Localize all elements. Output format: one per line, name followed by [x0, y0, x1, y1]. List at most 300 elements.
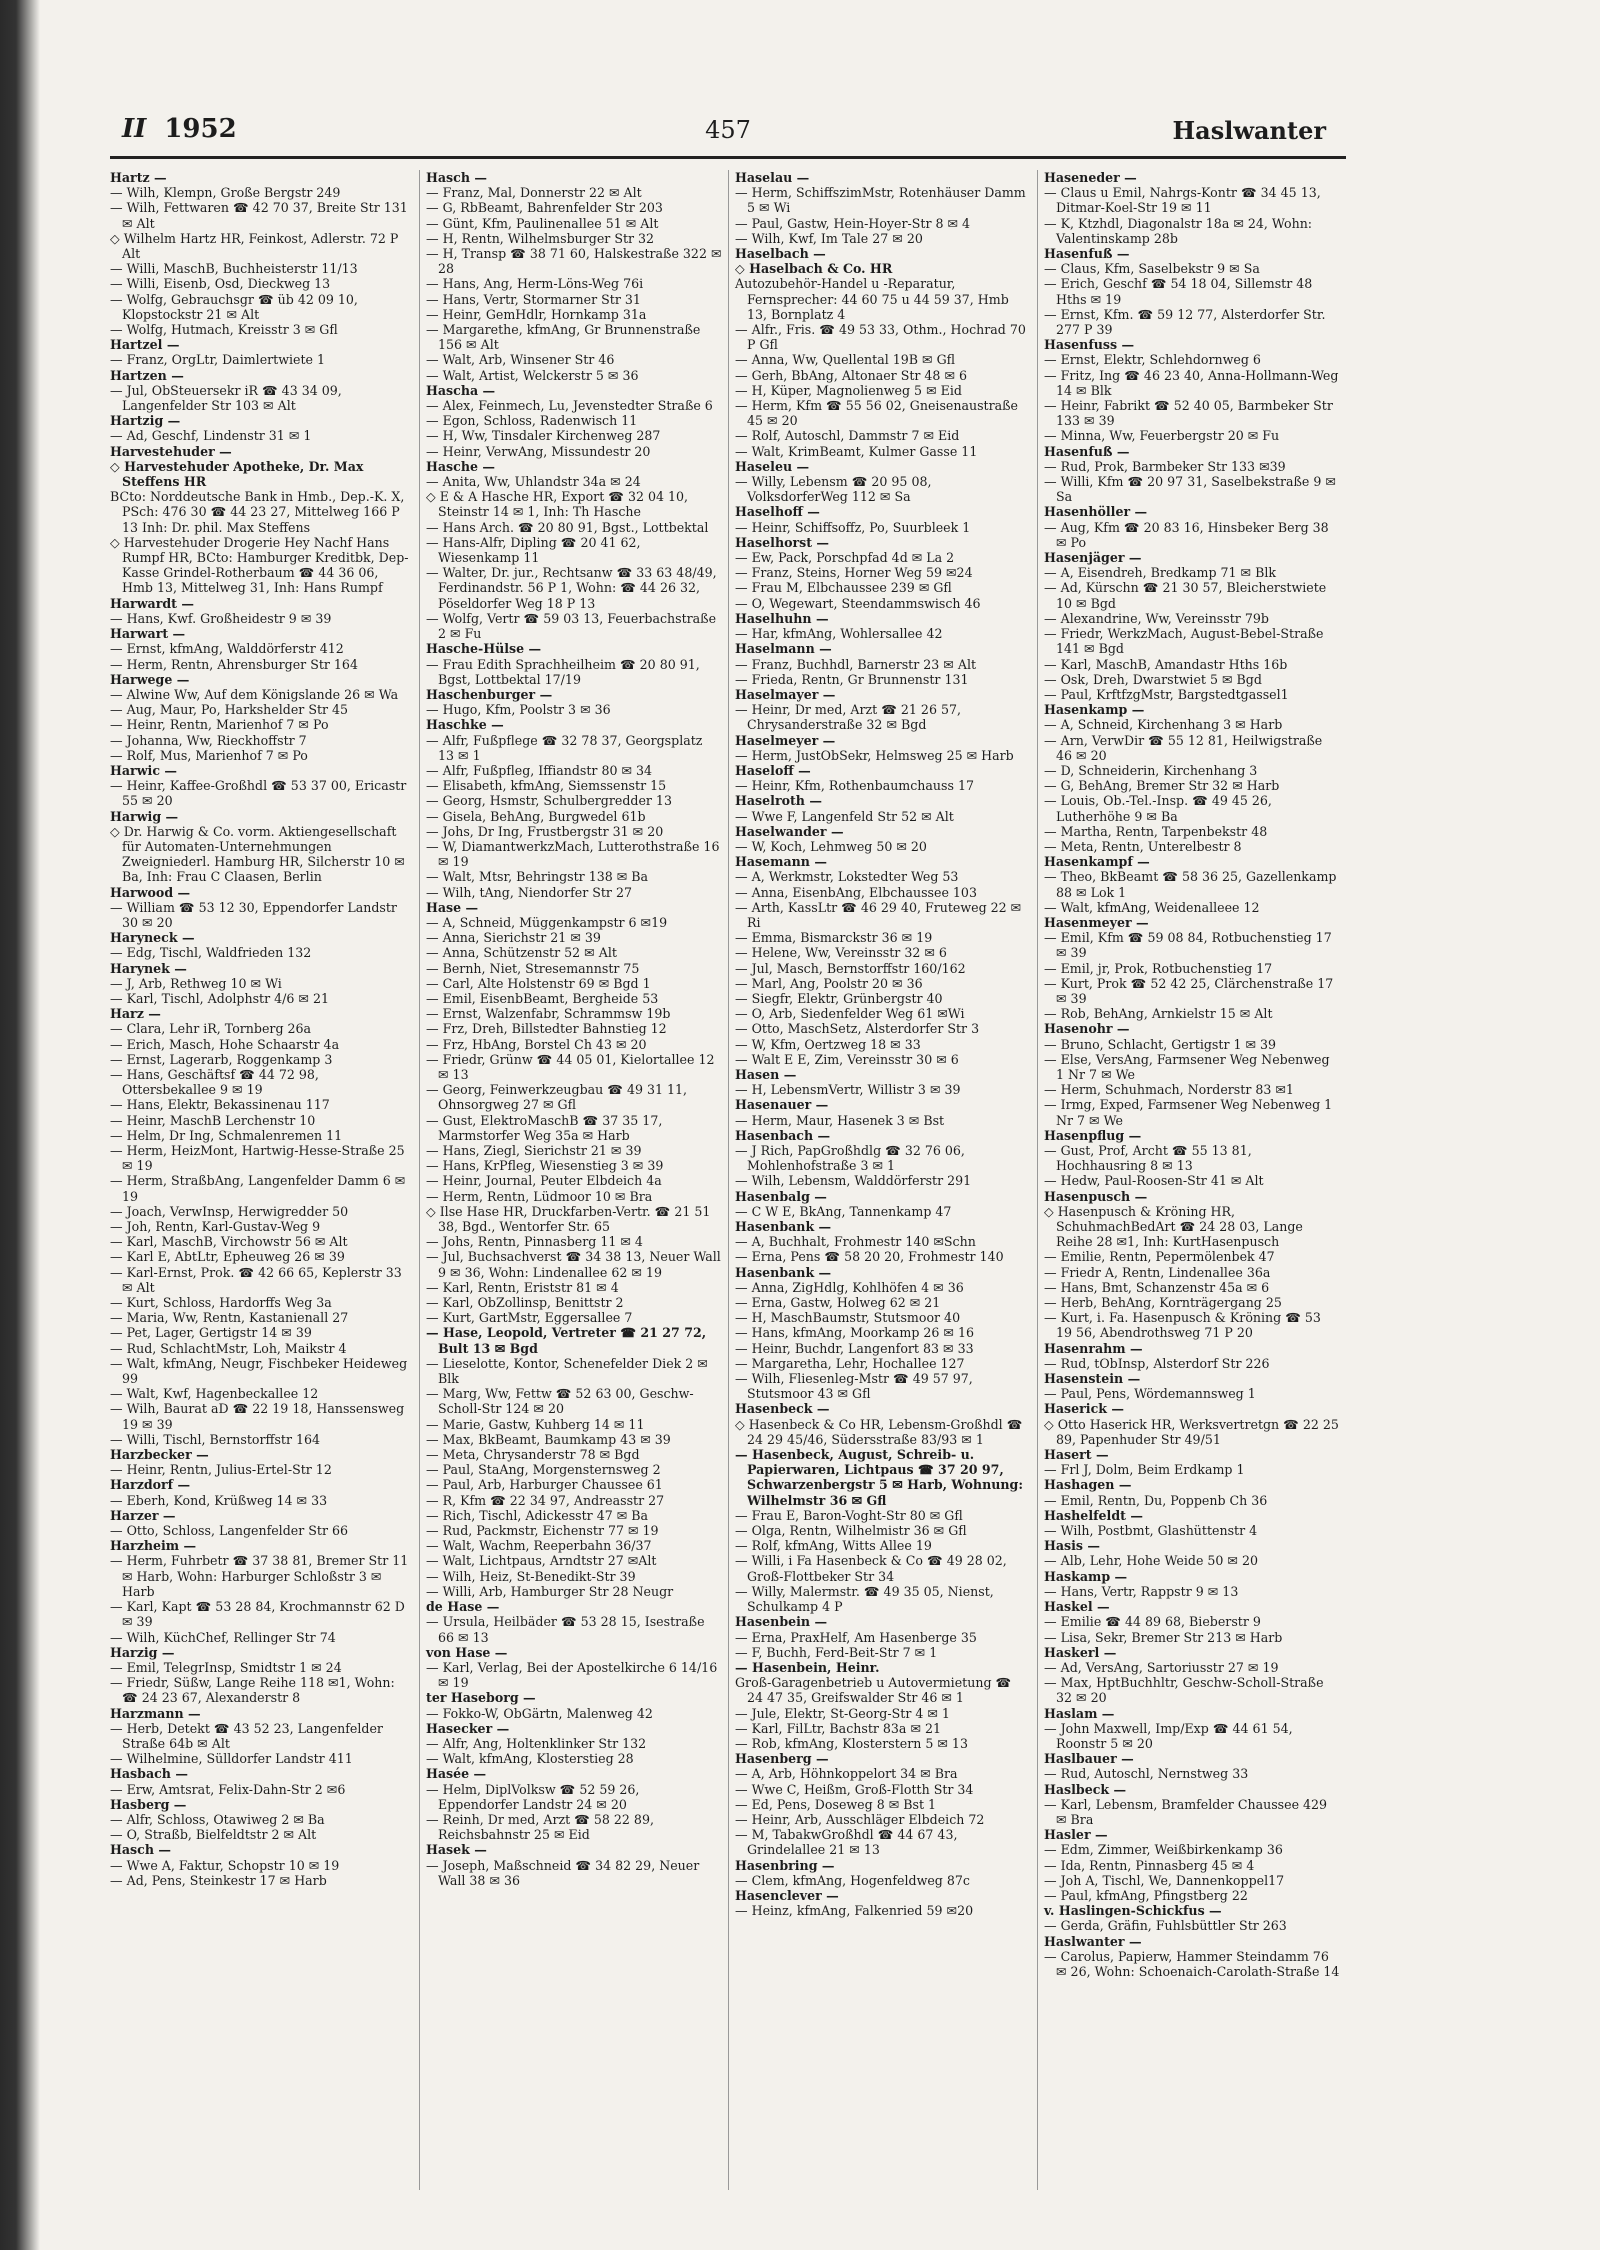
directory-entry: — Wilh, Klempn, Große Bergstr 249 [110, 185, 341, 201]
directory-entry: — Ida, Rentn, Pinnasberg 45 ✉ 4 [1044, 1857, 1255, 1873]
directory-page [110, 110, 1346, 2190]
surname-heading: Hasenauer — [735, 1097, 829, 1113]
directory-entry: — Hasenbein, Heinr. [735, 1659, 880, 1675]
directory-entry: — H, Transp ☎ 38 71 60, Halskestraße 322 ✉ 28 [426, 246, 722, 277]
directory-entry: — Walt, kfmAng, Weidenalleee 12 [1044, 899, 1260, 915]
surname-heading: Harwege — [110, 671, 190, 687]
directory-entry: — Max, HptBuchhltr, Geschw-Scholl-Straße 32 ✉ 20 [1044, 1675, 1324, 1706]
directory-entry: — Anna, Ww, Quellental 19B ✉ Gfl [735, 352, 956, 368]
directory-entry: — Heinr, VerwAng, Missundestr 20 [426, 443, 651, 459]
directory-entry: — G, RbBeamt, Bahrenfelder Str 203 [426, 200, 663, 216]
directory-entry: — Franz, OrgLtr, Daimlertwiete 1 [110, 352, 326, 368]
directory-entry: — Hans, Kwf. Großheidestr 9 ✉ 39 [110, 610, 332, 626]
directory-entry: — Emilie, Rentn, Pepermölenbek 47 [1044, 1249, 1275, 1265]
directory-entry: — Otto, Schloss, Langenfelder Str 66 [110, 1523, 348, 1539]
surname-heading: Harzmann — [110, 1705, 201, 1721]
directory-entry: — Rolf, Autoschl, Dammstr 7 ✉ Eid [735, 428, 960, 444]
directory-entry: — Jul, Masch, Bernstorffstr 160/162 [735, 960, 966, 976]
directory-entry: — Lisa, Sekr, Bremer Str 213 ✉ Harb [1044, 1629, 1283, 1645]
directory-entry: — Johs, Dr Ing, Frustbergstr 31 ✉ 20 [426, 823, 664, 839]
catchword: Haslwanter [1172, 116, 1326, 145]
directory-entry: — Jul, ObSteuersekr iR ☎ 43 34 09, Langenfelder Str 103 ✉ Alt [110, 382, 342, 414]
directory-entry: — A, Buchhalt, Frohmestr 140 ✉Schn [735, 1234, 976, 1250]
directory-entry: — Frl J, Dolm, Beim Erdkamp 1 [1044, 1462, 1245, 1478]
directory-entry: — Hans, Vertr, Rappstr 9 ✉ 13 [1044, 1583, 1239, 1599]
surname-heading: Hasch — [110, 1842, 171, 1858]
directory-entry: — Johs, Rentn, Pinnasberg 11 ✉ 4 [426, 1234, 643, 1250]
directory-entry: — Gerda, Gräfin, Fuhlsbüttler Str 263 [1044, 1918, 1287, 1934]
directory-entry: — Erna, PraxHelf, Am Hasenberge 35 [735, 1629, 977, 1645]
column-1 [110, 170, 419, 2190]
surname-heading: Haselbach — [735, 246, 826, 262]
surname-heading: Haslbeck — [1044, 1781, 1127, 1797]
directory-entry: — Frz, Dreh, Billstedter Bahnstieg 12 [426, 1021, 667, 1037]
directory-entry: — Emil, TelegrInsp, Smidtstr 1 ✉ 24 [110, 1659, 342, 1675]
year: 1952 [164, 114, 237, 144]
directory-entry: — Georg, Feinwerkzeugbau ☎ 49 31 11, Ohnsorgweg 27 ✉ Gfl [426, 1082, 688, 1113]
directory-entry: — R, Kfm ☎ 22 34 97, Andreasstr 27 [426, 1492, 665, 1508]
directory-entry: — Wilh, Kwf, Im Tale 27 ✉ 20 [735, 230, 923, 246]
surname-heading: Hasenfuß — [1044, 246, 1130, 262]
directory-entry: — Lieselotte, Kontor, Schenefelder Diek 2 ✉ Blk [426, 1355, 708, 1387]
directory-entry: — Margarethe, kfmAng, Gr Brunnenstraße 156 ✉ Alt [426, 322, 701, 353]
volume-number: II [122, 114, 147, 144]
surname-heading: Harvestehuder — [110, 443, 232, 459]
directory-entry: — Kurt, i. Fa. Hasenpusch & Kröning ☎ 53 19 56, Abendrothsweg 71 P 20 [1044, 1310, 1321, 1341]
directory-entry: — Herm, Rentn, Lüdmoor 10 ✉ Bra [426, 1188, 653, 1204]
directory-entry: — A, Schneid, Kirchenhang 3 ✉ Harb [1044, 717, 1283, 733]
directory-entry: ◇ Wilhelm Hartz HR, Feinkost, Adlerstr. 72 P Alt [110, 230, 399, 262]
surname-heading: Hasenmeyer — [1044, 914, 1149, 930]
directory-entry: — Heinr, Kaffee-Großhdl ☎ 53 37 00, Ericastr 55 ✉ 20 [110, 778, 407, 809]
surname-heading: Hartzig — [110, 413, 181, 429]
directory-entry: — K, Ktzhdl, Diagonalstr 18a ✉ 24, Wohn: Valentinskamp 28b [1044, 215, 1313, 246]
directory-entry: — Emma, Bismarckstr 36 ✉ 19 [735, 930, 933, 946]
directory-entry: — Wilh, Fettwaren ☎ 42 70 37, Breite Str 131 ✉ Alt [110, 200, 408, 231]
surname-heading: Hartzel — [110, 337, 180, 353]
directory-entry: — Herm, Kfm ☎ 55 56 02, Gneisenaustraße 45 ✉ 20 [735, 398, 1019, 429]
directory-entry: — Erw, Amtsrat, Felix-Dahn-Str 2 ✉6 [110, 1781, 346, 1797]
directory-entry: — Edg, Tischl, Waldfrieden 132 [110, 945, 312, 961]
directory-entry: — Ad, VersAng, Sartoriusstr 27 ✉ 19 [1044, 1659, 1279, 1675]
directory-entry: — Wilh, Baurat aD ☎ 22 19 18, Hanssensweg 19 ✉ 39 [110, 1401, 405, 1432]
directory-entry: — Paul, KrftfzgMstr, Bargstedtgassel1 [1044, 686, 1289, 702]
surname-heading: Hasenbach — [735, 1127, 831, 1143]
directory-entry: — Rob, BehAng, Arnkielstr 15 ✉ Alt [1044, 1006, 1273, 1022]
directory-entry: — Anna, ZigHdlg, Kohlhöfen 4 ✉ 36 [735, 1279, 964, 1295]
directory-entry: — Helm, DiplVolksw ☎ 52 59 26, Eppendorfer Landstr 24 ✉ 20 [426, 1781, 640, 1812]
directory-entry: — William ☎ 53 12 30, Eppendorfer Landstr 30 ✉ 20 [110, 899, 397, 930]
directory-entry: — Maria, Ww, Rentn, Kastanienall 27 [110, 1310, 349, 1326]
directory-entry: — Wolfg, Vertr ☎ 59 03 13, Feuerbachstraße 2 ✉ Fu [426, 610, 717, 642]
directory-entry: — O, Wegewart, Steendammswisch 46 [735, 595, 981, 611]
surname-heading: v. Haslingen-Schickfus — [1044, 1903, 1222, 1919]
directory-entry: — Karl, Kapt ☎ 53 28 84, Krochmannstr 62 D ✉ 39 [110, 1599, 405, 1630]
directory-entry: — Anita, Ww, Uhlandstr 34a ✉ 24 [426, 474, 641, 490]
directory-entry: Groß-Garagenbetrieb u Autovermietung ☎ 24 47 35, Greifswalder Str 46 ✉ 1 [735, 1675, 1012, 1706]
surname-heading: Hasen — [735, 1066, 797, 1082]
directory-entry: — Paul, StaAng, Morgensternsweg 2 [426, 1462, 661, 1478]
directory-entry: — Joach, VerwInsp, Herwigredder 50 [110, 1203, 349, 1219]
directory-entry: — D, Schneiderin, Kirchenhang 3 [1044, 762, 1258, 778]
directory-entry: — Alfr, Fußpfleg, Iffiandstr 80 ✉ 34 [426, 762, 653, 778]
column-4 [1037, 170, 1346, 2190]
directory-entry: — Rud, Packmstr, Eichenstr 77 ✉ 19 [426, 1523, 659, 1539]
surname-heading: Haslam — [1044, 1705, 1115, 1721]
directory-entry: — Karl, Tischl, Adolphstr 4/6 ✉ 21 [110, 990, 329, 1006]
directory-entry: — Georg, Hsmstr, Schulbergredder 13 [426, 793, 672, 809]
directory-entry: — Alwine Ww, Auf dem Königslande 26 ✉ Wa [110, 686, 399, 702]
directory-entry: — Alex, Feinmech, Lu, Jevenstedter Straße 6 [426, 398, 713, 414]
running-header [110, 110, 1346, 159]
directory-entry: — Jul, Buchsachverst ☎ 34 38 13, Neuer Wall 9 ✉ 36, Wohn: Lindenallee 62 ✉ 19 [426, 1249, 721, 1280]
directory-entry: — Meta, Rentn, Unterelbestr 8 [1044, 838, 1242, 854]
directory-entry: — Heinr, Rentn, Marienhof 7 ✉ Po [110, 717, 329, 733]
directory-entry: — Erna, Pens ☎ 58 20 20, Frohmestr 140 [735, 1249, 1004, 1265]
directory-entry: — Willi, Eisenb, Osd, Dieckweg 13 [110, 276, 331, 292]
directory-entry: — Walt, Lichtpaus, Arndtstr 27 ✉Alt [426, 1553, 657, 1569]
directory-entry: — Rich, Tischl, Adickesstr 47 ✉ Ba [426, 1507, 649, 1523]
surname-heading: Haselau — [735, 170, 810, 185]
surname-heading: Hasemann — [735, 854, 827, 870]
directory-entry: — Gerh, BbAng, Altonaer Str 48 ✉ 6 [735, 367, 968, 383]
directory-entry: — Walt, Kwf, Hagenbeckallee 12 [110, 1386, 319, 1402]
directory-entry: — Har, kfmAng, Wohlersallee 42 [735, 626, 943, 642]
surname-heading: Haschenburger — [426, 686, 553, 702]
directory-entry: — Clara, Lehr iR, Tornberg 26a [110, 1021, 312, 1037]
directory-entry: — Bruno, Schlacht, Gertigstr 1 ✉ 39 [1044, 1036, 1277, 1052]
surname-heading: Haskerl — [1044, 1644, 1117, 1660]
directory-entry: — Frau E, Baron-Voght-Str 80 ✉ Gfl [735, 1507, 963, 1523]
surname-heading: Harwig — [110, 808, 179, 824]
surname-heading: Hashelfeldt — [1044, 1507, 1143, 1523]
surname-heading: Harynek — [110, 960, 187, 976]
directory-entry: — Wwe C, Heißm, Groß-Flotth Str 34 [735, 1781, 974, 1797]
directory-entry: — Aug, Maur, Po, Harkshelder Str 45 [110, 702, 349, 718]
directory-entry: — Arn, VerwDir ☎ 55 12 81, Heilwigstraße 46 ✉ 20 [1044, 732, 1323, 763]
directory-entry: — Walt, KrimBeamt, Kulmer Gasse 11 [735, 443, 978, 459]
directory-entry: — Heinr, Rentn, Julius-Ertel-Str 12 [110, 1462, 332, 1478]
directory-entry: — Hans Arch. ☎ 20 80 91, Bgst., Lottbektal [426, 519, 709, 535]
directory-entry: — Hans, Geschäftsf ☎ 44 72 98, Ottersbekallee 9 ✉ 19 [110, 1066, 319, 1098]
surname-heading: Hase — [426, 899, 479, 915]
directory-entry: — Emil, jr, Prok, Rotbuchenstieg 17 [1044, 960, 1273, 976]
directory-entry: — Willi, i Fa Hasenbeck & Co ☎ 49 28 02, Groß-Flottbeker Str 34 [735, 1553, 1007, 1584]
directory-entry: — Aug, Kfm ☎ 20 83 16, Hinsbeker Berg 38 ✉ Po [1044, 519, 1329, 550]
directory-entry: — Anna, EisenbAng, Elbchaussee 103 [735, 884, 977, 900]
directory-entry: — Hans, KrPfleg, Wiesenstieg 3 ✉ 39 [426, 1158, 664, 1174]
directory-entry: — Rud, tObInsp, Alsterdorf Str 226 [1044, 1355, 1270, 1371]
column-3 [728, 170, 1037, 2190]
directory-entry: — Willi, MaschB, Buchheisterstr 11/13 [110, 261, 358, 277]
binding-shadow [0, 0, 40, 2250]
directory-entry: — Heinr, GemHdlr, Hornkamp 31a [426, 306, 647, 322]
directory-entry: — Emil, Kfm ☎ 59 08 84, Rotbuchenstieg 17 ✉ 39 [1044, 930, 1332, 961]
directory-entry: — Walt, Wachm, Reeperbahn 36/37 [426, 1538, 652, 1554]
surname-heading: Hasenbring — [735, 1857, 835, 1873]
directory-entry: — Ed, Pens, Doseweg 8 ✉ Bst 1 [735, 1796, 937, 1812]
directory-entry: — Kurt, Schloss, Hardorffs Weg 3a [110, 1295, 332, 1311]
directory-entry: — Wilh, Fliesenleg-Mstr ☎ 49 57 97, Stutsmoor 43 ✉ Gfl [735, 1371, 973, 1402]
directory-entry: — Willi, Arb, Hamburger Str 28 Neugr [426, 1583, 674, 1599]
directory-entry: — Karl, MaschB, Amandastr Hths 16b [1044, 656, 1288, 672]
directory-entry: — H, Ww, Tinsdaler Kirchenweg 287 [426, 428, 661, 444]
directory-entry: — Friedr, WerkzMach, August-Bebel-Straße 141 ✉ Bgd [1044, 626, 1324, 657]
directory-entry: — Joh, Rentn, Karl-Gustav-Weg 9 [110, 1219, 321, 1235]
directory-entry: — Walt, kfmAng, Neugr, Fischbeker Heideweg 99 [110, 1355, 408, 1387]
directory-entry: — Ursula, Heilbäder ☎ 53 28 15, Isestraße 66 ✉ 13 [426, 1614, 705, 1645]
directory-entry: — Marl, Ang, Poolstr 20 ✉ 36 [735, 975, 923, 991]
directory-entry: — Bernh, Niet, Stresemannstr 75 [426, 960, 640, 976]
surname-heading: Harwic — [110, 762, 177, 778]
surname-heading: Hasek — [426, 1842, 487, 1858]
directory-entry: — Herm, Maur, Hasenek 3 ✉ Bst [735, 1112, 945, 1128]
directory-entry: ◇ Harvestehuder Drogerie Hey Nachf Hans Rumpf HR, BCto: Hamburger Kreditbk, Dep-Kasse Grindel-Rotherbaum ☎ 44 36 06, Hmb 13, Mittelweg 31, Inh: Hans Rumpf [110, 534, 409, 596]
directory-entry: — Herb, BehAng, Kornträgergang 25 [1044, 1295, 1282, 1311]
directory-entry: — Ernst, Kfm. ☎ 59 12 77, Alsterdorfer Str. 277 P 39 [1044, 306, 1326, 338]
directory-entry: — Hans-Alfr, Dipling ☎ 20 41 62, Wiesenkamp 11 [426, 534, 641, 566]
directory-entry: — Hans, Elektr, Bekassinenau 117 [110, 1097, 330, 1113]
surname-heading: Haselhorst — [735, 534, 830, 550]
directory-entry: — Edm, Zimmer, Weißbirkenkamp 36 [1044, 1842, 1283, 1858]
surname-heading: Hasenbank — [735, 1219, 832, 1235]
directory-entry: — Meta, Chrysanderstr 78 ✉ Bgd [426, 1447, 640, 1463]
directory-entry: — Wilh, Postbmt, Glashüttenstr 4 [1044, 1523, 1258, 1539]
directory-entry: — Hans, Vertr, Stormarner Str 31 [426, 291, 641, 307]
surname-heading: ter Haseborg — [426, 1690, 536, 1706]
directory-entry: — Ew, Pack, Porschpfad 4d ✉ La 2 [735, 550, 955, 566]
directory-entry: — Frz, HbAng, Borstel Ch 43 ✉ 20 [426, 1036, 647, 1052]
directory-entry: — Frau Edith Sprachheilheim ☎ 20 80 91, Bgst, Lottbektal 17/19 [426, 656, 700, 687]
directory-entry: — Elisabeth, kfmAng, Siemssenstr 15 [426, 778, 667, 794]
directory-entry: — Karl, Lebensm, Bramfelder Chaussee 429 ✉ Bra [1044, 1796, 1328, 1827]
surname-heading: Haslbauer — [1044, 1751, 1134, 1767]
directory-entry: ◇ Hasenpusch & Kröning HR, SchuhmachBedArt ☎ 24 28 03, Lange Reihe 28 ✉1, Inh: KurtHasenpusch [1044, 1203, 1303, 1250]
directory-entry: — Martha, Rentn, Tarpenbekstr 48 [1044, 823, 1268, 839]
directory-entry: — Ernst, Walzenfabr, Schrammsw 19b [426, 1006, 671, 1022]
surname-heading: Haselwander — [735, 823, 844, 839]
directory-entry: — Ernst, Lagerarb, Roggenkamp 3 [110, 1051, 333, 1067]
directory-entry: — Pet, Lager, Gertigstr 14 ✉ 39 [110, 1325, 312, 1341]
directory-entry: — Emil, Rentn, Du, Poppenb Ch 36 [1044, 1492, 1268, 1508]
directory-entry: — F, Buchh, Ferd-Beit-Str 7 ✉ 1 [735, 1644, 938, 1660]
surname-heading: Haselmayer — [735, 686, 836, 702]
directory-entry: — Friedr, Süßw, Lange Reihe 118 ✉1, Wohn: ☎ 24 23 67, Alexanderstr 8 [110, 1675, 395, 1706]
directory-entry: — H, MaschBaumstr, Stutsmoor 40 [735, 1310, 961, 1326]
directory-entry: — Alb, Lehr, Hohe Weide 50 ✉ 20 [1044, 1553, 1259, 1569]
directory-entry: — Anna, Schützenstr 52 ✉ Alt [426, 945, 617, 961]
directory-entry: — Walt, kfmAng, Klosterstieg 28 [426, 1751, 634, 1767]
directory-entry: — Hasenbeck, August, Schreib- u. Papierwaren, Lichtpaus ☎ 37 20 97, Schwarzenbergstr 5 ✉ Harb, Wohnung: Wilhelmstr 36 ✉ Gfl [735, 1447, 1024, 1508]
directory-entry: — Alfr., Fris. ☎ 49 53 33, Othm., Hochrad 70 P Gfl [735, 322, 1026, 353]
directory-entry: — Heinz, kfmAng, Falkenried 59 ✉20 [735, 1903, 974, 1919]
surname-heading: Harzbecker — [110, 1447, 209, 1463]
directory-entry: — Walt E E, Zim, Vereinsstr 30 ✉ 6 [735, 1051, 959, 1067]
directory-entry: Autozubehör-Handel u -Reparatur, Fernsprecher: 44 60 75 u 44 59 37, Hmb 13, Bornplatz 4 [735, 276, 1009, 322]
surname-heading: Hasenhöller — [1044, 504, 1148, 520]
surname-heading: Haselhuhn — [735, 610, 829, 626]
directory-entry: — Theo, BkBeamt ☎ 58 36 25, Gazellenkamp 88 ✉ Lok 1 [1044, 869, 1337, 900]
surname-heading: Haselroth — [735, 793, 822, 809]
directory-entry: — Marie, Gastw, Kuhberg 14 ✉ 11 [426, 1416, 645, 1432]
surname-heading: Hasenpflug — [1044, 1127, 1142, 1143]
directory-entry: — Helm, Dr Ing, Schmalenremen 11 [110, 1127, 343, 1143]
directory-entry: — Egon, Schloss, Radenwisch 11 [426, 413, 638, 429]
directory-entry: — W, Kfm, Oertzweg 18 ✉ 33 [735, 1036, 921, 1052]
directory-entry: — H, Küper, Magnolienweg 5 ✉ Eid [735, 382, 962, 398]
directory-entry: — Herm, Fuhrbetr ☎ 37 38 81, Bremer Str 11 ✉ Harb, Wohn: Harburger Schloßstr 3 ✉ Harb [110, 1553, 409, 1599]
surname-heading: Haseleu — [735, 458, 810, 474]
directory-entry: — Clem, kfmAng, Hogenfeldweg 87c [735, 1872, 970, 1888]
directory-entry: — Heinr, Arb, Ausschläger Elbdeich 72 [735, 1811, 985, 1827]
surname-heading: Haseneder — [1044, 170, 1137, 185]
directory-entry: — Willi, Tischl, Bernstorffstr 164 [110, 1431, 321, 1447]
directory-entry: — Wolfg, Hutmach, Kreisstr 3 ✉ Gfl [110, 322, 338, 338]
directory-entry: — Frau M, Elbchaussee 239 ✉ Gfl [735, 580, 952, 596]
page-number: 457 [705, 116, 751, 144]
directory-entry: — J Rich, PapGroßhdlg ☎ 32 76 06, Mohlenhofstraße 3 ✉ 1 [735, 1143, 965, 1174]
directory-entry: — Rud, SchlachtMstr, Loh, Maikstr 4 [110, 1340, 347, 1356]
directory-entry: — Olga, Rentn, Wilhelmistr 36 ✉ Gfl [735, 1523, 967, 1539]
directory-entry: — Franz, Mal, Donnerstr 22 ✉ Alt [426, 185, 642, 201]
directory-entry: — Carolus, Papierw, Hammer Steindamm 76 ✉ 26, Wohn: Schoenaich-Carolath-Straße 14 [1044, 1948, 1340, 1979]
directory-entry: — Herm, Rentn, Ahrensburger Str 164 [110, 656, 358, 672]
directory-entry: — H, Rentn, Wilhelmsburger Str 32 [426, 230, 655, 246]
directory-entry: — Hans, kfmAng, Moorkamp 26 ✉ 16 [735, 1325, 975, 1341]
directory-entry: — Kurt, GartMstr, Eggersallee 7 [426, 1310, 633, 1326]
directory-entry: — Wwe A, Faktur, Schopstr 10 ✉ 19 [110, 1857, 340, 1873]
surname-heading: Haskel — [1044, 1599, 1110, 1615]
surname-heading: Hasée — [426, 1766, 487, 1782]
directory-entry: — Rolf, kfmAng, Witts Allee 19 [735, 1538, 932, 1554]
directory-entry: — Willy, Malermstr. ☎ 49 35 05, Nienst, Schulkamp 4 P [735, 1583, 994, 1615]
directory-entry: — Eberh, Kond, Krüßweg 14 ✉ 33 [110, 1492, 328, 1508]
directory-entry: — Emilie ☎ 44 89 68, Bieberstr 9 [1044, 1614, 1261, 1630]
directory-entry: — Heinr, Dr med, Arzt ☎ 21 26 57, Chrysanderstraße 32 ✉ Bgd [735, 702, 961, 733]
surname-heading: Hasenclever — [735, 1887, 839, 1903]
surname-heading: Harwart — [110, 626, 186, 642]
directory-entry: — Herm, StraßbAng, Langenfelder Damm 6 ✉ 19 [110, 1173, 406, 1204]
directory-entry: — Willi, Kfm ☎ 20 97 31, Saselbekstraße 9 ✉ Sa [1044, 474, 1336, 505]
directory-entry: — Rob, kfmAng, Klosterstern 5 ✉ 13 [735, 1735, 968, 1751]
directory-entry: — A, Eisendreh, Bredkamp 71 ✉ Blk [1044, 565, 1277, 581]
directory-entry: — C W E, BkAng, Tannenkamp 47 [735, 1203, 952, 1219]
directory-entry: — Heinr, MaschB Lerchenstr 10 [110, 1112, 316, 1128]
directory-entry: — Erich, Geschf ☎ 54 18 04, Sillemstr 48 Hths ✉ 19 [1044, 276, 1313, 307]
directory-entry: — Friedr, Grünw ☎ 44 05 01, Kielortallee 12 ✉ 13 [426, 1051, 715, 1082]
directory-entry: — Herm, SchiffszimMstr, Rotenhäuser Damm 5 ✉ Wi [735, 185, 1026, 216]
directory-entry: BCto: Norddeutsche Bank in Hmb., Dep.-K. X, PSch: 476 30 ☎ 44 23 27, Mittelweg 166 P 13 Inh: Dr. phil. Max Steffens [110, 489, 405, 535]
surname-heading: Haskamp — [1044, 1568, 1128, 1584]
directory-entry: — Karl-Ernst, Prok. ☎ 42 66 65, Keplerstr 33 ✉ Alt [110, 1264, 402, 1295]
directory-entry: — Kurt, Prok ☎ 52 42 25, Clärchenstraße 17 ✉ 39 [1044, 975, 1334, 1006]
surname-heading: Hasenbalg — [735, 1188, 827, 1204]
directory-entry: — Walt, Mtsr, Behringstr 138 ✉ Ba [426, 869, 649, 885]
directory-entry: ◇ Haselbach & Co. HR [735, 261, 893, 277]
directory-entry: — Walter, Dr. jur., Rechtsanw ☎ 33 63 48/49, Ferdinandstr. 56 P 1, Wohn: ☎ 44 26 32, Pöseldorfer Weg 18 P 13 [426, 565, 717, 611]
surname-heading: Hasler — [1044, 1827, 1108, 1843]
surname-heading: Harzer — [110, 1507, 176, 1523]
column-2 [419, 170, 728, 2190]
directory-entry: — Wilhelmine, Sülldorfer Landstr 411 [110, 1751, 353, 1767]
surname-heading: Hasenrahm — [1044, 1340, 1143, 1356]
surname-heading: Hasenohr — [1044, 1021, 1130, 1037]
directory-entry: — Paul, Gastw, Hein-Hoyer-Str 8 ✉ 4 [735, 215, 971, 231]
surname-heading: Harzdorf — [110, 1477, 191, 1493]
surname-heading: Hascha — [426, 382, 496, 398]
directory-entry: — Reinh, Dr med, Arzt ☎ 58 22 89, Reichsbahnstr 25 ✉ Eid [426, 1811, 654, 1843]
directory-entry: — Herm, JustObSekr, Helmsweg 25 ✉ Harb [735, 747, 1014, 763]
directory-entry: — Osk, Dreh, Dwarstwiet 5 ✉ Bgd [1044, 671, 1262, 687]
surname-heading: Hasche-Hülse — [426, 641, 542, 657]
directory-entry: — J, Arb, Rethweg 10 ✉ Wi [110, 975, 282, 991]
directory-entry: — Marg, Ww, Fettw ☎ 52 63 00, Geschw-Scholl-Str 124 ✉ 20 [426, 1386, 694, 1417]
directory-entry: — Herm, Schuhmach, Norderstr 83 ✉1 [1044, 1082, 1294, 1098]
directory-entry: — Günt, Kfm, Paulinenallee 51 ✉ Alt [426, 215, 659, 231]
directory-entry: ◇ Dr. Harwig & Co. vorm. Aktiengesellschaft für Automaten-Unternehmungen Zweigniederl. Hamburg HR, Silcherstr 10 ✉ Ba, Inh: Frau C Claasen, Berlin [110, 823, 405, 885]
directory-entry: — Heinr, Schiffsoffz, Po, Suurbleek 1 [735, 519, 971, 535]
directory-entry: — Wilh, Lebensm, Walddörferstr 291 [735, 1173, 972, 1189]
surname-heading: Haryneck — [110, 930, 195, 946]
directory-entry: — Hans, Bmt, Schanzenstr 45a ✉ 6 [1044, 1279, 1270, 1295]
directory-entry: — Karl, Rentn, Eriststr 81 ✉ 4 [426, 1279, 619, 1295]
directory-entry: ◇ Otto Haserick HR, Werksvertretgn ☎ 22 25 89, Papenhuder Str 49/51 [1044, 1416, 1339, 1447]
directory-entry: — Joh A, Tischl, We, Dannenkoppel17 [1044, 1872, 1285, 1888]
directory-entry: — A, Arb, Höhnkoppelort 34 ✉ Bra [735, 1766, 958, 1782]
surname-heading: Harwood — [110, 884, 191, 900]
directory-entry: — Arth, KassLtr ☎ 46 29 40, Fruteweg 22 ✉ Ri [735, 899, 1022, 930]
surname-heading: Hasenkamp — [1044, 702, 1145, 718]
directory-entry: — Erna, Gastw, Holweg 62 ✉ 21 [735, 1295, 941, 1311]
directory-entry: — Heinr, Journal, Peuter Elbdeich 4a [426, 1173, 662, 1189]
surname-heading: Hasche — [426, 458, 495, 474]
directory-entry: — Paul, kfmAng, Pfingstberg 22 [1044, 1887, 1248, 1903]
directory-entry: — Helene, Ww, Vereinsstr 32 ✉ 6 [735, 945, 947, 961]
surname-heading: Hartzen — [110, 367, 184, 383]
surname-heading: Haselhoff — [735, 504, 820, 520]
directory-entry: — Walt, Artist, Welckerstr 5 ✉ 36 [426, 367, 639, 383]
directory-entry: — H, LebensmVertr, Willistr 3 ✉ 39 [735, 1082, 961, 1098]
directory-entry: — Alfr, Fußpflege ☎ 32 78 37, Georgsplatz 13 ✉ 1 [426, 732, 703, 763]
directory-entry: ◇ Hasenbeck & Co HR, Lebensm-Großhdl ☎ 24 29 45/46, Südersstraße 83/93 ✉ 1 [735, 1416, 1023, 1447]
surname-heading: Hasbach — [110, 1766, 188, 1782]
surname-heading: Haselmeyer — [735, 732, 836, 748]
directory-entry: — Karl, Verlag, Bei der Apostelkirche 6 14/16 ✉ 19 [426, 1659, 718, 1691]
surname-heading: Hasert — [1044, 1447, 1109, 1463]
surname-heading: Hasis — [1044, 1538, 1101, 1554]
directory-entry: — Wolfg, Gebrauchsgr ☎ üb 42 09 10, Klopstockstr 21 ✉ Alt [110, 291, 358, 322]
directory-entry: — Ernst, kfmAng, Walddörferstr 412 [110, 641, 344, 657]
surname-heading: Hasenberg — [735, 1751, 829, 1767]
surname-heading: Haseloff — [735, 762, 811, 778]
directory-entry: — O, Arb, Siedenfelder Weg 61 ✉Wi [735, 1006, 965, 1022]
columns [110, 170, 1346, 2190]
directory-entry: — Joseph, Maßschneid ☎ 34 82 29, Neuer Wall 38 ✉ 36 [426, 1857, 700, 1888]
directory-entry: — Erich, Masch, Hohe Schaarstr 4a [110, 1036, 340, 1052]
directory-entry: — Gust, ElektroMaschB ☎ 37 35 17, Marmstorfer Weg 35a ✉ Harb [426, 1112, 663, 1143]
directory-entry: — Johanna, Ww, Rieckhoffstr 7 [110, 732, 307, 748]
directory-entry: — Margaretha, Lehr, Hochallee 127 [735, 1355, 965, 1371]
directory-entry: — Franz, Buchhdl, Barnerstr 23 ✉ Alt [735, 656, 977, 672]
directory-entry: — Claus u Emil, Nahrgs-Kontr ☎ 34 45 13, Ditmar-Koel-Str 19 ✉ 11 [1044, 185, 1321, 216]
surname-heading: Hasenkampf — [1044, 854, 1150, 870]
directory-entry: — Karl, FilLtr, Bachstr 83a ✉ 21 [735, 1720, 942, 1736]
directory-entry: — Hedw, Paul-Roosen-Str 41 ✉ Alt [1044, 1173, 1264, 1189]
directory-entry: — Rud, Autoschl, Nernstweg 33 [1044, 1766, 1249, 1782]
directory-entry: — Paul, Arb, Harburger Chaussee 61 [426, 1477, 663, 1493]
directory-entry: ◇ E & A Hasche HR, Export ☎ 32 04 10, Steinstr 14 ✉ 1, Inh: Th Hasche [426, 489, 689, 520]
directory-entry: — Alfr, Schloss, Otawiweg 2 ✉ Ba [110, 1811, 325, 1827]
